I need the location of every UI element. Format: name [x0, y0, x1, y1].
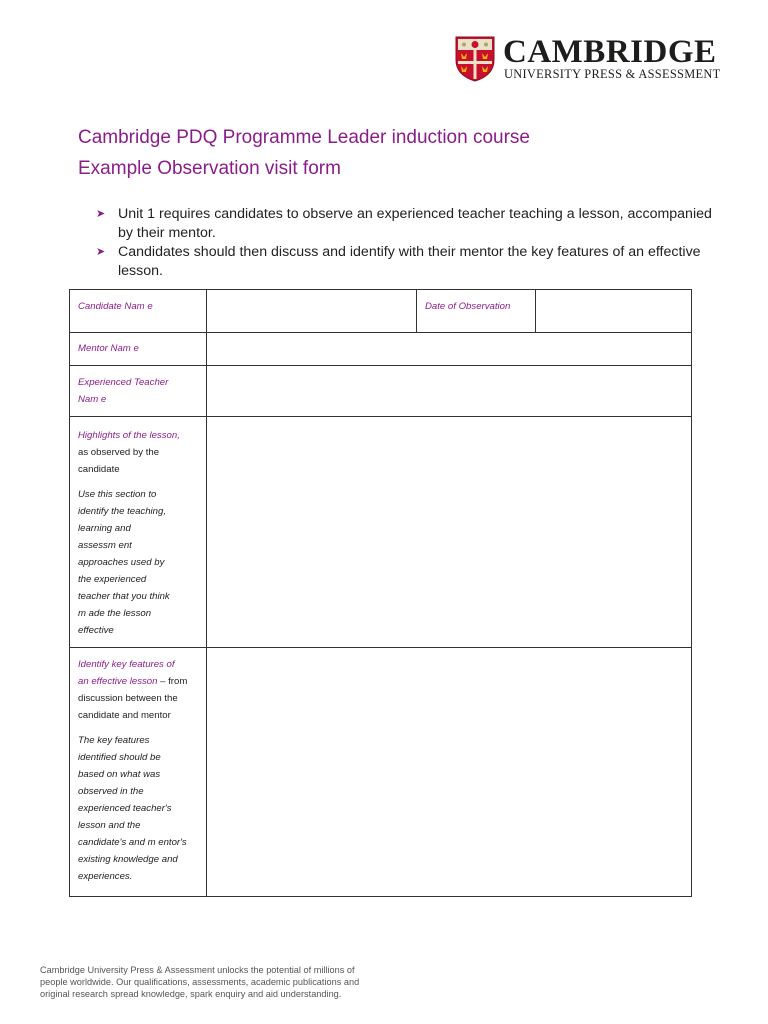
- highlights-note-line: Use this section to: [78, 489, 157, 500]
- teacher-name-label-line2: Nam e: [78, 394, 107, 405]
- key-features-subtitle-2: candidate and mentor: [78, 710, 171, 721]
- date-of-observation-label: Date of Observation: [425, 301, 511, 312]
- key-features-note-line: experiences.: [78, 871, 133, 882]
- candidate-name-label: Candidate Nam e: [78, 301, 153, 312]
- highlights-note-line: teacher that you think: [78, 591, 170, 602]
- date-label-cell: [417, 290, 536, 333]
- arrow-bullet-icon: ➤: [96, 246, 106, 258]
- mentor-name-field[interactable]: [207, 333, 692, 366]
- mentor-name-label: Mentor Nam e: [78, 343, 139, 354]
- table-row: [70, 290, 692, 333]
- candidate-name-label-cell: [70, 290, 207, 333]
- highlights-title: Highlights of the lesson,: [78, 430, 180, 441]
- highlights-subtitle-2: candidate: [78, 464, 120, 475]
- highlights-note-line: identify the teaching,: [78, 506, 167, 517]
- instruction-list: [96, 205, 716, 281]
- key-features-title-suffix: – from: [157, 676, 188, 687]
- arrow-bullet-icon: ➤: [96, 208, 106, 220]
- highlights-subtitle-1: as observed by the: [78, 447, 160, 458]
- table-row: [70, 417, 692, 648]
- key-features-label-cell: [70, 648, 207, 897]
- key-features-note-line: existing knowledge and: [78, 854, 178, 865]
- mentor-name-label-cell: [70, 333, 207, 366]
- highlights-note-line: learning and: [78, 523, 131, 534]
- table-row: [70, 366, 692, 417]
- instruction-text: Unit 1 requires candidates to observe an experienced teacher teaching a lesson, accompanied by their mentor.: [118, 206, 712, 241]
- teacher-name-label-line1: Experienced Teacher: [78, 377, 169, 388]
- instruction-item: [96, 243, 716, 281]
- document-title: Cambridge PDQ Programme Leader induction course: [78, 127, 530, 148]
- key-features-note-line: observed in the: [78, 786, 144, 797]
- key-features-field[interactable]: [207, 648, 692, 897]
- key-features-title-line1: Identify key features of: [78, 659, 175, 670]
- key-features-note-line: based on what was: [78, 769, 161, 780]
- footer-text: Cambridge University Press & Assessment unlocks the potential of millions of people worldwide. Our qualifications, assessments, academic publications and original research spread knowledge, spark enquiry and aid understanding.: [40, 965, 360, 999]
- highlights-note-line: effective: [78, 625, 114, 636]
- highlights-field[interactable]: [207, 417, 692, 648]
- observation-form-table: [69, 289, 692, 897]
- highlights-note-line: the experienced: [78, 574, 147, 585]
- document-subtitle: Example Observation visit form: [78, 158, 341, 179]
- key-features-note-line: lesson and the: [78, 820, 141, 831]
- key-features-note-line: candidate's and m entor's: [78, 837, 187, 848]
- table-row: [70, 333, 692, 366]
- instruction-text: Candidates should then discuss and identify with their mentor the key features of an effective lesson.: [118, 244, 701, 279]
- key-features-subtitle-1: discussion between the: [78, 693, 178, 704]
- cambridge-shield-icon: [455, 36, 495, 82]
- candidate-name-field[interactable]: [207, 290, 417, 333]
- cambridge-logo: [453, 36, 733, 82]
- date-of-observation-field[interactable]: [536, 290, 692, 333]
- instruction-item: [96, 205, 716, 243]
- key-features-note-line: experienced teacher's: [78, 803, 172, 814]
- highlights-label-cell: [70, 417, 207, 648]
- key-features-title-line2: [70, 673, 206, 690]
- highlights-note-line: approaches used by: [78, 557, 165, 568]
- key-features-title-emphasis: an effective lesson: [78, 676, 158, 687]
- brand-subtitle: UNIVERSITY PRESS & ASSESSMENT: [504, 67, 721, 81]
- teacher-name-label-cell: [70, 366, 207, 417]
- highlights-note-line: m ade the lesson: [78, 608, 152, 619]
- experienced-teacher-name-field[interactable]: [207, 366, 692, 417]
- highlights-note-line: assessm ent: [78, 540, 132, 551]
- key-features-note-line: The key features: [78, 735, 150, 746]
- key-features-note-line: identified should be: [78, 752, 161, 763]
- brand-name: CAMBRIDGE: [503, 34, 717, 70]
- table-row: [70, 648, 692, 897]
